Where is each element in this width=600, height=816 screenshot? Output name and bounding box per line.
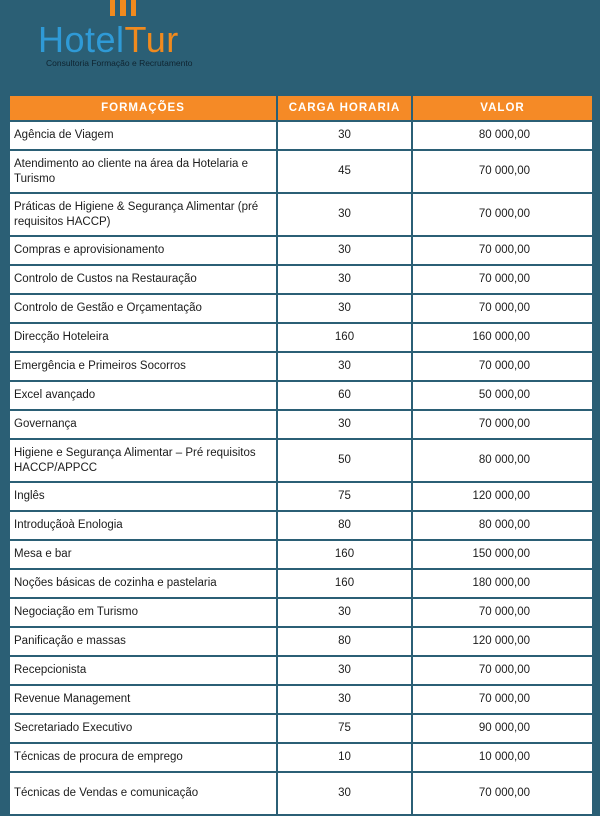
- table-row: [10, 382, 592, 409]
- course-hours: 30: [278, 686, 411, 713]
- table-row: [10, 715, 592, 742]
- header-valor: VALOR: [413, 96, 592, 120]
- course-hours: 160: [278, 541, 411, 568]
- brand-name-part1: Hotel: [38, 19, 125, 60]
- course-hours: 10: [278, 744, 411, 771]
- course-hours: 60: [278, 382, 411, 409]
- table-row: [10, 237, 592, 264]
- courses-table: [8, 94, 594, 816]
- course-hours: 80: [278, 628, 411, 655]
- course-name: Agência de Viagem: [10, 122, 276, 149]
- course-name: Recepcionista: [10, 657, 276, 684]
- table-row: [10, 599, 592, 626]
- course-price: 150 000,00: [413, 541, 592, 568]
- course-name: Mesa e bar: [10, 541, 276, 568]
- table-row: [10, 570, 592, 597]
- table-row: [10, 512, 592, 539]
- course-name: Técnicas de Vendas e comunicação: [10, 773, 276, 814]
- course-price: 70 000,00: [413, 353, 592, 380]
- course-price: 120 000,00: [413, 483, 592, 510]
- course-hours: 75: [278, 483, 411, 510]
- table-row: [10, 686, 592, 713]
- course-price: 70 000,00: [413, 657, 592, 684]
- table-row: [10, 744, 592, 771]
- course-name: Controlo de Custos na Restauração: [10, 266, 276, 293]
- header-carga-horaria: CARGA HORARIA: [278, 96, 411, 120]
- course-hours: 30: [278, 122, 411, 149]
- course-name: Inglês: [10, 483, 276, 510]
- course-price: 70 000,00: [413, 686, 592, 713]
- header-formacoes: FORMAÇÕES: [10, 96, 276, 120]
- brand-tagline: Consultoria Formação e Recrutamento: [46, 58, 193, 68]
- table-row: [10, 324, 592, 351]
- course-price: 70 000,00: [413, 599, 592, 626]
- table-header-row: [10, 96, 592, 120]
- table-row: [10, 541, 592, 568]
- course-hours: 30: [278, 599, 411, 626]
- course-name: Emergência e Primeiros Socorros: [10, 353, 276, 380]
- course-price: 70 000,00: [413, 773, 592, 814]
- brand-name-part2: Tur: [124, 19, 179, 60]
- table-row: [10, 353, 592, 380]
- hotel-building-icon: [110, 0, 136, 16]
- course-price: 70 000,00: [413, 411, 592, 438]
- course-hours: 80: [278, 512, 411, 539]
- course-price: 70 000,00: [413, 266, 592, 293]
- table-row: [10, 657, 592, 684]
- hoteltur-logo: [38, 0, 228, 72]
- course-name: Práticas de Higiene & Segurança Alimentar (pré requisitos HACCP): [10, 194, 276, 235]
- course-hours: 45: [278, 151, 411, 192]
- course-name: Introduçãoà Enologia: [10, 512, 276, 539]
- table-row: [10, 440, 592, 481]
- table-row: [10, 628, 592, 655]
- course-hours: 30: [278, 353, 411, 380]
- course-price: 50 000,00: [413, 382, 592, 409]
- course-hours: 75: [278, 715, 411, 742]
- course-price: 80 000,00: [413, 440, 592, 481]
- course-price: 160 000,00: [413, 324, 592, 351]
- course-price: 70 000,00: [413, 295, 592, 322]
- course-name: Noções básicas de cozinha e pastelaria: [10, 570, 276, 597]
- course-name: Negociação em Turismo: [10, 599, 276, 626]
- table-row: [10, 151, 592, 192]
- course-name: Controlo de Gestão e Orçamentação: [10, 295, 276, 322]
- course-hours: 30: [278, 295, 411, 322]
- course-price: 70 000,00: [413, 151, 592, 192]
- course-name: Excel avançado: [10, 382, 276, 409]
- table-row: [10, 122, 592, 149]
- course-price: 180 000,00: [413, 570, 592, 597]
- course-name: Governança: [10, 411, 276, 438]
- course-hours: 30: [278, 411, 411, 438]
- course-name: Secretariado Executivo: [10, 715, 276, 742]
- table-row: [10, 295, 592, 322]
- table-row: [10, 411, 592, 438]
- course-name: Direcção Hoteleira: [10, 324, 276, 351]
- course-name: Técnicas de procura de emprego: [10, 744, 276, 771]
- course-price: 90 000,00: [413, 715, 592, 742]
- brand-name: [38, 20, 179, 60]
- table-row: [10, 194, 592, 235]
- course-price: 80 000,00: [413, 122, 592, 149]
- course-price: 70 000,00: [413, 194, 592, 235]
- table-row: [10, 483, 592, 510]
- course-hours: 30: [278, 237, 411, 264]
- course-hours: 160: [278, 324, 411, 351]
- course-price: 80 000,00: [413, 512, 592, 539]
- course-name: Compras e aprovisionamento: [10, 237, 276, 264]
- course-price: 10 000,00: [413, 744, 592, 771]
- course-name: Atendimento ao cliente na área da Hotelaria e Turismo: [10, 151, 276, 192]
- course-hours: 30: [278, 266, 411, 293]
- course-price: 120 000,00: [413, 628, 592, 655]
- course-price: 70 000,00: [413, 237, 592, 264]
- course-name: Revenue Management: [10, 686, 276, 713]
- course-hours: 30: [278, 773, 411, 814]
- course-hours: 50: [278, 440, 411, 481]
- course-name: Higiene e Segurança Alimentar – Pré requisitos HACCP/APPCC: [10, 440, 276, 481]
- course-name: Panificação e massas: [10, 628, 276, 655]
- table-row: [10, 773, 592, 814]
- table-row: [10, 266, 592, 293]
- course-hours: 30: [278, 657, 411, 684]
- course-hours: 160: [278, 570, 411, 597]
- course-hours: 30: [278, 194, 411, 235]
